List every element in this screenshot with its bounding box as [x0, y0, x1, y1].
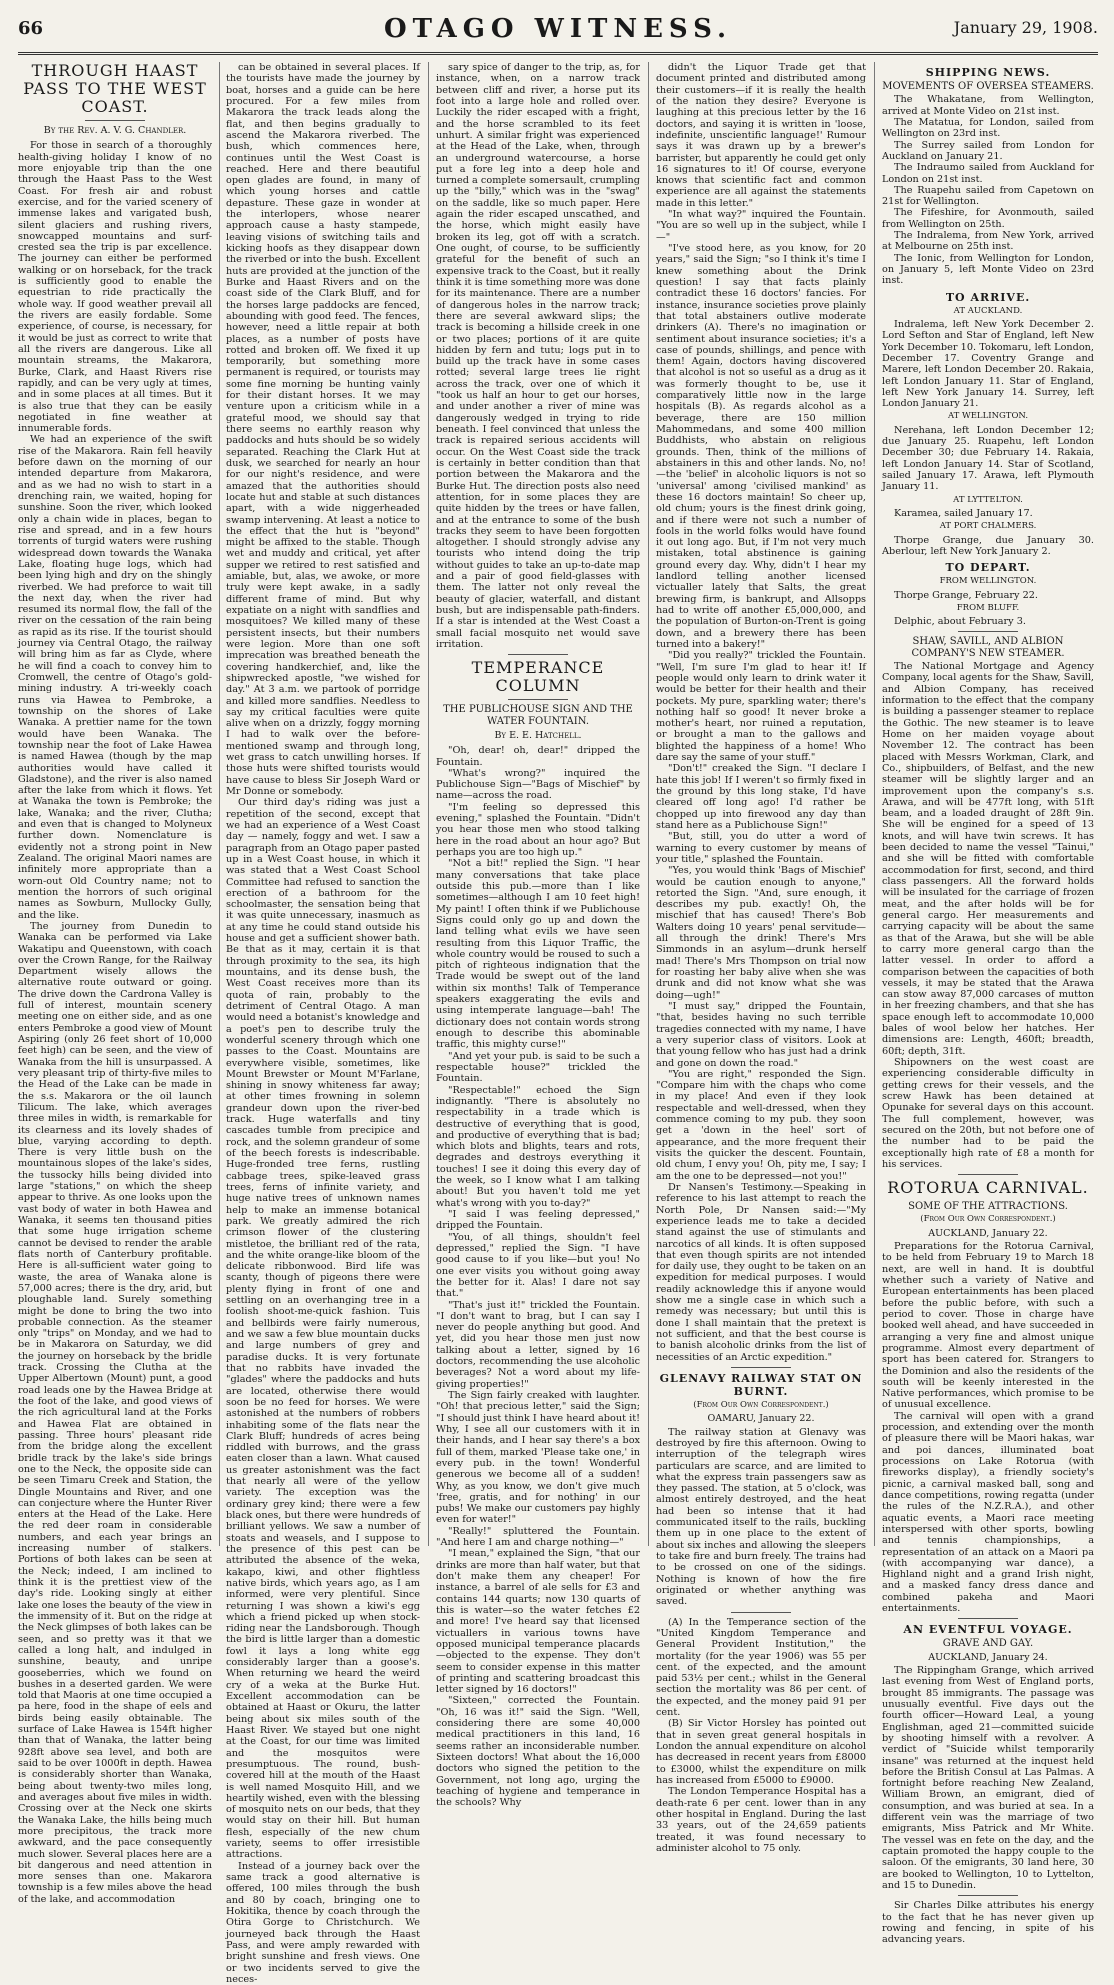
divider	[731, 1612, 791, 1613]
column-1	[18, 61, 212, 1905]
glenavy-headline: GLENAVY RAILWAY STAT ON BURNT.	[659, 1371, 863, 1398]
shipping-item: The Indraumo sailed from Auckland for London on 21st inst.	[882, 162, 1094, 185]
shipping-item: The Surrey sailed from London for Auckland on January 21.	[882, 139, 1094, 162]
divider	[85, 120, 145, 121]
article-paragraph: For those in search of a thoroughly health-giving holiday I know of no more enjoyable trip than the one through the Haast Pass to the West Coast. For fresh air and robust exercise, and for the varied scenery of immense lakes and varigated bush, silent glaciers and rushing rivers, snowcapped mountains and surf-crested sea the trip is par excellence. The journey can either be performed walking or on horseback, for the track is sufficiently good to enable the equestrian to ride practically the whole way. If good weather prevail all the rivers are easily fordable. Some experience, of course, is necessary, for it would be just as correct to write that all the rivers are dangerous. Like all mountain streams, the Makarora, Burke, Clark, and Haast Rivers rise rapidly, and can be very ugly at times, and in some places at all times. But it is also true that they can be easily negotiated in fine weather at innumerable fords.	[18, 140, 212, 435]
article-paragraph: "That's just it!" trickled the Fountain. "I don't want to brag, but I can say I never do people anything but good. And yet, did you hear those men just now talking about a letter, signed by 16 doctors, recommending the use alcoholic beverages? Not a word about my life-giving properties!"	[436, 1299, 640, 1390]
article-paragraph: "What's wrong?" inquired the Publichouse Sign—"Bags of Mischief" by name—across the road.	[436, 767, 640, 802]
article-paragraph: "I'm feeling so depressed this evening," splashed the Fountain. "Didn't you hear those men who stood talking here in the road about an hour ago? But perhaps you are too high up."	[436, 801, 640, 858]
divider	[508, 654, 568, 655]
article-paragraph: Dr Nansen's Testimony.—Speaking in reference to his last attempt to reach the North Pole, Dr Nansen said:—"My experience leads me to take a decided stand against the use of stimulants and narcotics of all kinds. It is often supposed that even though spirits are not intended for daily use, they ought to be taken on an expedition for medical purposes. I would readily acknowledge this if anyone would show me a single case in which such a remedy was necessary; but until this is done I shall maintain that the pretext is not sufficient, and that the best course is to banish alcoholic drinks from the list of necessities of an Arctic expedition."	[656, 1181, 866, 1363]
shipping-item: The Ruapehu sailed from Capetown on 21st for Wellington.	[882, 184, 1094, 208]
masthead	[18, 8, 1098, 48]
to-depart-heading: TO DEPART.	[945, 561, 1031, 575]
shipping-item: The Indralema, from New York, arrived at Melbourne on 25th inst.	[882, 230, 1094, 253]
temperance-byline: By E. E. Hatchell.	[494, 729, 582, 741]
voyage-headline: AN EVENTFUL VOYAGE.	[903, 1623, 1073, 1637]
column-divider	[428, 62, 429, 1546]
shipping-item: Nerehana, left London December 12; due January 25. Ruapehu, left London December 30; due February 14. Rakaia, left London January 14. Star of Scotland, sailed January 17. Arawa, left Plymouth January 11.	[882, 424, 1094, 493]
article-paragraph: sary spice of danger to the trip, as, for instance, when, on a narrow track between cliff and river, a horse put its foot into a large hole and rolled over. Luckily the rider escaped with a fright, and the horse scrambled to its feet unhurt. A similar fright was experienced at the Head of the Lake, when, through an underground watercourse, a horse put a fore leg into a deep hole and turned a complete somersault, crumpling up the "billy," which was in the "swag" on the saddle, like so much paper. Here again the rider escaped unscathed, and the horse, which might easily have broken its leg, got off with a scratch. One ought, of course, to be sufficiently grateful for the benefit of such an expensive track to the Coast, but it really think it is time something more was done for its maintenance. There are a number of dangerous holes in the narrow track; there are several awkward slips; the track is becoming a hillside creek in one or two places; portions of it are quite hidden by fern and tutu; logs put in to build up the track have in some cases rotted; several large trees lie right across the track, over one of which it "took us half an hour to get our horses, and under another a river of mine was dangerously wedged in trying to ride beneath. I feel convinced that unless the track is repaired serious accidents will occur. On the West Coast side the track is certainly in better condition than that portion between the Makarora and the Burke Hut. The direction posts also need attention, for in some places they are quite hidden by the trees or have fallen, and at the entrance to some of the bush tracks they seem to have been forgotten altogether. I should strongly advise any tourists who intend doing the trip without guides to take an up-to-date map and a pair of good field-glasses with them. The latter not only reveal the beauty of glacier, waterfall, and distant bush, but are indispensable path-finders. If a star is intended at the West Coast a small facial mosquito net would save irritation.	[436, 62, 640, 650]
article-paragraph: "And yet your pub. is said to be such a respectable house?" trickled the Fountain.	[436, 1050, 640, 1085]
newspaper-title: OTAGO WITNESS.	[383, 14, 733, 44]
column-3	[436, 62, 640, 1809]
article-paragraph: "But, still, you do utter a word of warning to every customer by means of your title," splashed the Fountain.	[656, 831, 866, 865]
article-paragraph: Sir Charles Dilke attributes his energy to the fact that he has never given up rowing and fencing, in spite of his advancing years.	[882, 1900, 1094, 1946]
article-paragraph: didn't the Liquor Trade get that document printed and distributed among their customers—if it is really the health of the nation they desire? Everyone is laughing at this precious letter by the 16 doctors, and saying it is written in 'loose, indefinite, unscientific language!' Rumour says it was drawn up by a brewer's barrister, but apparently he could get only 16 signatures to it! Of course, everyone knows that scientific fact and common experience are all against the statements made in this letter."	[656, 62, 866, 209]
masthead-rule	[18, 52, 1098, 55]
article-paragraph: can be obtained in several places. If the tourists have made the journey by boat, horses and a guide can be here procured. For a few miles from Makarora the track leads along the flat, and then begins gradually to ascend the Makarora riverbed. The bush, which commences here, continues until the West Coast is reached. Here and there beautiful open glades are found, in many of which young horses and cattle depasture. These gaze in wonder at the interlopers, whose nearer approach cause a hasty stampede, leaving visions of switching tails and kicking hoofs as they disappear down the riverbed or into the bush. Excellent huts are provided at the junction of the Burke and Haast Rivers and on the coast side of the Clark Bluff, and for the horses large paddocks are fenced, abounding with good feed. The fences, however, need a little repair at both places, as a number of posts have rotted and broken off. We fixed it up temporarily, but something more permanent is required, or tourists may some fine morning be hunting vainly for their distant horses. It we may venture upon a criticism while in a grateful mood, we should say that there seems no earthly reason why paddocks and huts should be so widely separated. Reaching the Clark Hut at dusk, we searched for nearly an hour for our night's residence, and were amazed that the authorities should locate hut and stable at such distances apart, with a wide niggerheaded swamp intervening. At least a notice to the effect that the hut is "beyond" might be affixed to the stable. Though wet and muddy and critical, yet after supper we retired to rest satisfied and amiable, but, alas, we awoke, or more truly were kept awake, in a sadly different frame of mind. But why expatiate on a night with sandflies and mosquitoes? We killed many of these persistent insects, but their numbers were legion. More than one soft imprecation was breathed beneath the covering handkerchief, and, like the shipwrecked apostle, "we wished for day." At 3 a.m. we partook of porridge and killed more sandflies. Needless to say my critical faculties were quite alive when on a drizzly, foggy morning I had to walk over the before-mentioned swamp and through long, wet grass to catch unwilling horses. If those huts were shifted tourists would have cause to bless Sir Joseph Ward or Mr Donne or somebody.	[226, 62, 420, 797]
shipping-subheadline: MOVEMENTS OF OVERSEA STEAMERS.	[882, 81, 1094, 92]
article-paragraph: "Did you really?" trickled the Fountain. "Well, I'm sure I'm glad to hear it! If people would only learn to drink water it would be better for their health and their pockets. My pure, sparkling water; there's nothing half so good! It never broke a mother's heart, nor ruined a reputation, or brought a man to the gallows and blighted the happiness of a home! Who dare say the same of your stuff."	[656, 650, 866, 764]
article-paragraph: The journey from Dunedin to Wanaka can be performed via Lake Wakatipu and Queenstown, with coach over the Crown Range, for the Railway Department wisely allows the alternative route outward or going. The drive down the Cardrona Valley is full of interest, mountain scenery meeting one on either side, and as one enters Pembroke a good view of Mount Aspiring (only 26 feet short of 10,000 feet high) can be seen, and the view of Wanaka from the hill is unsurpassed. A very pleasant trip of thirty-five miles to the Head of the Lake can be made in the s.s. Makarora or the oil launch Tilicum. The lake, which averages three miles in width, is remarkable for its clearness and its lovely shades of blue, varying according to depth. There is very little bush on the mountainous slopes of the lake's sides, the tussocky hills being divided into large "stations," on which the sheep appear to thrive. As one looks upon the vast body of water in both Hawea and Wanaka, it seems ten thousand pities that some huge irrigation scheme cannot be devised to render the arable flats north of Canterbury profitable. Here is all-sufficient water going to waste, the area of Wanaka alone is 57,000 acres; there is the dry, arid, but ploughable land. Surely something might be done to bring the two into probable connection. As the steamer only "trips" on Monday, and we had to be in Makarora on Saturday, we did the journey on horseback by the bridle track. Crossing the Clutha at the Upper Albertown (Mount) punt, a good road leads one by the Hawea Bridge at the foot of the lake, and good views of the rich agricultural land at the Forks and Hawea Flat are obtained in passing. Three hours' pleasant ride from the bridge along the excellent bridle track by the lake's side brings one to the Neck, the opposite side can be seen Timaru Creek and Station, the Dingle Mountains and River, and one can conjecture where the Hunter River enters at the Head of the Lake. Here the red deer roam in considerable numbers, and each year brings an increasing number of stalkers. Portions of both lakes can be seen at the Neck; indeed, I am inclined to think it is the prettiest view of the day's ride. Looking singly at either lake one loses the beauty of the view in the immensity of it. But on the ridge at the Neck glimpses of both lakes can be seen, and so pretty was it that we called a long halt, and indulged in sunshine, beauty, and unripe gooseberries, which we found on bushes in a deserted garden. We were told that Maoris at one time occupied a pa here, food in the shape of eels and birds being easily obtainable. The surface of Lake Hawea is 154ft higher than that of Wanaka, the latter being 928ft above sea level, and both are said to be over 1000ft in depth. Hawea is considerably shorter than Wanaka, being about twenty-two miles long, and averages about five miles in width. Crossing over at the Neck one skirts the Wanaka Lake, the hills being much more precipitous, the track more awkward, and the pace consequently much slower. Several places here are a bit dangerous and need attention in more senses than one. Makarora township is a few miles above the head of the lake, and accommodation	[18, 920, 212, 1905]
article-paragraph: We had an experience of the swift rise of the Makarora. Rain fell heavily before dawn on the morning of our intended departure from Makarora, and as we had no wish to start in a drenching rain, we waited, hoping for sunshine. Soon the river, which looked only a chain wide in places, began to rise and spread, and in a few hours torrents of turgid waters were rushing widespread down towards the Wanaka Lake, floating huge logs, which had been lying high and dry on the shingly riverbed. We had preforce to wait till the next day, when the river had resumed its normal flow, the fall of the river on the cessation of the rain being as rapid as its rise. If the tourist should journey via Central Otago, the railway will bring him as far as Clyde, where he will find a coach to convey him to Cromwell, the centre of Otago's gold-mining industry. A tri-weekly coach runs via Hawea to Pembroke, a township on the shores of Lake Wanaka. A prettier name for the town would have been Wanaka. The township near the foot of Lake Hawea is named Hawea (though by the map authorities would have called it Gladstone), and the river is also named after the lake from which it flows. Yet at Wanaka the town is Pembroke; the lake, Wanaka; and the river, Clutha; and even that is changed to Molyneux further down. Nomenclature is evidently not a strong point in New Zealand. The original Maori names are infinitely more appropriate than a worn-out Old Country name; not to mention the horrors of such original names as Sowburn, Mullocky Gully, and the like.	[18, 434, 212, 921]
shipping-item: The Fifeshire, for Avonmouth, sailed from Wellington on 25th.	[882, 207, 1094, 230]
shipping-item: The Matatua, for London, sailed from Wellington on 23rd inst.	[882, 116, 1094, 140]
page-number: 66	[18, 18, 44, 39]
column-divider	[874, 62, 875, 1546]
article-paragraph: "You are right," responded the Sign. "Compare him with the chaps who come in my place! And even if they look respectable and well-dressed, when they commence coming to my pub. they soon get a 'down in the heel' sort of appearance, and the more frequent their visits the quicker the descent. Fountain, old chum, I envy you! Oh, pity me, I say; I am the one to be depressed—not you!"	[656, 1068, 866, 1182]
article-paragraph: Shipowners on the west coast are experiencing considerable difficulty in getting crews for their vessels, and the screw Hawk has been detained at Opunake for several days on this account. The full complement, however, was secured on the 20th, but not before one of the number had to be paid the exceptionally high rate of £8 a month for his services.	[882, 1057, 1094, 1170]
article-paragraph: "I must say," dripped the Fountain, "that, besides having no such terrible tragedies connected with my name, I have a very superior class of visitors. Look at that young fellow who has just had a drink and gone on down the road."	[656, 1000, 866, 1069]
rotorua-headline: ROTORUA CARNIVAL.	[887, 1178, 1089, 1198]
article-paragraph: Preparations for the Rotorua Carnival, to be held from February 19 to March 18 next, are well in hand. It is doubtful whether such a variety of Native and European entertainments has been placed before the public before, with such a period to cover. Those in charge have booked well ahead, and have succeeded in arranging a very fine and almost unique programme. Almost every department of sport has been catered for. Strangers to the Dominion and also the residents of the south will be keenly interested in the Native performances, which promise to be of unusual excellence.	[882, 1241, 1094, 1411]
article-paragraph: The National Mortgage and Agency Company, local agents for the Shaw, Savill, and Albion Company, has received information to the effect that the company is building a passenger steamer to replace the Gothic. The new steamer is to leave Home on her maiden voyage about November 12. The contract has been placed with Messrs Workman, Clark, and Co., shipbuilders, of Belfast, and the new steamer will be slightly larger and an improvement upon the company's s.s. Arawa, and will be 477ft long, with 51ft beam, and a loaded draught of 28ft 9in. She will be engined for a speed of 13 knots, and will have twin screws. It has been decided to name the vessel "Tainui," and she will be fitted with comfortable accommodation for first, second, and third class passengers. All the forward holds will be insulated for the carriage of frozen meat, and the after holds will be for general cargo. Her measurements and carrying capacity will be about the same as that of the Arawa, but she will be able to carry more general cargo than the latter vessel. In order to afford a comparison between the capacities of both vessels, it may be stated that the Arawa can stow away 87,000 carcases of mutton in her freezing chambers, and that she has space enough left to accommodate 10,000 bales of wool below her hatches. Her dimensions are: Length, 460ft; breadth, 60ft; depth, 31ft.	[882, 661, 1094, 1057]
port-heading: AT WELLINGTON.	[947, 411, 1029, 422]
divider	[958, 1174, 1018, 1175]
dateline: AUCKLAND, January 24.	[928, 1651, 1048, 1663]
divider	[958, 1895, 1018, 1896]
article-paragraph: Our third day's riding was just a repetition of the second, except that we had an experience of a West Coast day — namely, foggy and wet. I saw a paragraph from an Otago paper pasted up in a West Coast house, in which it was stated that a West Coast School Committee had refused to sanction the erection of a bathroom for the schoolmaster, the sensation being that it was quite unnecessary, inasmuch as at any time he could stand outside his house and get a sufficient shower bath. Be that as it may, certain it is that through proximity to the sea, its high mountains, and its dense bush, the West Coast receives more than its quota of rain, probably to the detriment of Central Otago. A man would need a botanist's knowledge and a poet's pen to describe truly the wonderful scenery through which one passes to the Coast. Mountains are everywhere visible, sometimes, like Mount Brewster or Mount M'Farlane, shining in snowy whiteness far away; at other times frowning in solemn grandeur down upon the river-bed track. Huge waterfalls and tiny cascades tumble from precipice and rock, and the solemn grandeur of some of the beech forests is indescribable. Huge-fronded tree ferns, rustling cabbage trees, spike-leaved grass trees, ferns of infinite variety, and huge native trees of unknown names help to make an immense botanical park. We greatly admired the rich crimson flower of the clustering mistletoe, the brilliant red of the rata, and the white orange-like bloom of the delicate ribbonwood. Bird life was scanty, though of pigeons there were plenty flying in front of one and settling on an overhanging tree in a foolish shoot-me-quick fashion. Tuis and bellbirds were fairly numerous, and we saw a few blue mountain ducks and large numbers of grey and paradise ducks. It is very fortunate that no rabbits have invaded the "glades" where the paddocks and huts are located, otherwise there would soon be no feed for horses. We were astonished at the numbers of robbers inhabiting some of the flats near the Clark Bluff; hundreds of acres being riddled with burrows, and the grass eaten closer than a lawn. What caused us greater astonishment was the fact that nearly all were of the yellow variety. The exception was the ordinary grey kind; there were a few black ones, but there were hundreds of brilliant yellows. We saw a number of stoats and weasels, and I suppose to the presence of this pest can be attributed the absence of the weka, kakapo, kiwi, and other flightless native birds, which years ago, as I am informed, were very plentiful. Since returning I was shown a kiwi's egg which a friend picked up when stock-riding near the Landsborough. Though the bird is little larger than a domestic fowl it lays a long white egg considerably larger than a goose's. When returning we heard the weird cry of a weka at the Burke Hut. Excellent accommodation can be obtained at Haast or Okuru, the latter being about six miles south of the Haast River. We stayed but one night at the Coast, for our time was limited and the mosquitos were presumptuous. The round, bush-covered hill at the mouth of the Haast is well named Mosquito Hill, and we heartily wished, even with the blessing of mosquito nets on our beds, that they would stay on their hill. But human flesh, especially of the new chum variety, seems to offer irresistible attractions.	[226, 797, 420, 1861]
divider	[731, 1367, 791, 1368]
dateline: AUCKLAND, January 22.	[928, 1227, 1048, 1239]
column-divider	[219, 62, 220, 1546]
article-paragraph: "Oh, dear! oh, dear!" dripped the Fountain.	[436, 745, 640, 768]
article-paragraph: The carnival will open with a grand procession, and extending over the month of pleasure there will be Maori hakas, war and poi dances, illuminated boat processions on Lake Rotorua (with fireworks display), a friendly society's picnic, a carnival masked ball, song and dance competitions, rowing regatta (under the rules of the N.Z.R.A.), and other aquatic events, a Maori race meeting interspersed with other sports, bowling and tennis championships, a representation of an attack on a Maori pa (with accompanying war dance), a Highland night and a grand Irish night, and a masked fancy dress dance and combined pakeha and Maori entertainments.	[882, 1410, 1094, 1615]
divider	[958, 1618, 1018, 1619]
article-paragraph: "You, of all things, shouldn't feel depressed," replied the Sign. "I have good cause to if you like—but you! No one ever visits you without going away the better for it. Alas! I dare not say that."	[436, 1231, 640, 1300]
divider	[958, 631, 1018, 632]
port-heading: FROM WELLINGTON.	[939, 576, 1037, 587]
to-arrive-heading: TO ARRIVE.	[945, 290, 1031, 304]
shipping-item: Thorpe Grange, February 22.	[894, 589, 1039, 601]
article-paragraph: "In what way?" inquired the Fountain. "You are so well up in the subject, while I—"	[656, 209, 866, 243]
shipping-item: Delphic, about February 3.	[894, 616, 1026, 628]
article-paragraph: "Respectable!" echoed the Sign indignantly. "There is absolutely no respectability in a trade which is destructive of everything that is good, and productive of everything that is bad; which blots and blights, tears and rots, degrades and destroys everything it touches! I see it doing this every day of the week, so I know what I am talking about! But you haven't told me yet what's wrong with you to-day?"	[436, 1084, 640, 1209]
article-paragraph: The Rippingham Grange, which arrived last evening from West of England ports, brought 85 immigrants. The passage was unusually eventful. Five days out the fourth officer—Howard Leal, a young Englishman, aged 21—committed suicide by shooting himself with a revolver. A verdict of "Suicide whilst temporarily insane" was returned at the inquest held before the British Consul at Las Palmas. A fortnight before reaching New Zealand, William Brown, an emigrant, died of consumption, and was buried at sea. In a different vein was the marriage of two emigrants, Miss Patrick and Mr White. The vessel was en fete on the day, and the captain promoted the happy couple to the saloon. Of the emigrants, 30 land here, 30 are booked to Wellington, 10 to Lyttelton, and 15 to Dunedin.	[882, 1665, 1094, 1891]
column-divider	[648, 62, 649, 1546]
article-paragraph: "Really!" spluttered the Fountain. "And here I am and charge nothing—"	[436, 1525, 640, 1549]
temperance-headline: TEMPERANCE COLUMN	[471, 658, 605, 696]
shipping-item: Karamea, sailed January 17.	[894, 507, 1033, 519]
article-paragraph: "I mean," explained the Sign, "that our drinks are more than half water, but that don't make them any cheaper! For instance, a barrel of ale sells for £3 and contains 144 quarts; now 130 quarts of this is water—so the water fetches £2 and more! I've heard say that licensed victuallers in various towns have opposed municipal temperance placards—objected to the expense. They don't seem to consider expense in this matter of printing and scattering broadcast this letter signed by 16 doctors!"	[436, 1548, 640, 1696]
article-paragraph: "Not a bit!" replied the Sign. "I hear many conversations that take place outside this pub.—more than I like sometimes—although I am 10 feet high! My paint! I often think if we Publichouse Signs could only go up and down the land telling what evils we have seen resulting from this Liquor Traffic, the whole country would be roused to such a pitch of righteous indignation that the Trade would be swept out of the land within six months! Talk of Temperance speakers exaggerating the evils and using intemperate language—bah! The dictionary does not contain words strong enough to describe this abominable traffic, this mighty curse!"	[436, 858, 640, 1051]
footnote: The London Temperance Hospital has a death-rate 6 per cent. lower than in any other hospital in England. During the last 33 years, out of the 24,659 patients treated, it was found necessary to administer alcohol to 75 only.	[656, 1786, 866, 1854]
rotorua-subheadline: SOME OF THE ATTRACTIONS.	[908, 1201, 1068, 1213]
shaw-headline: SHAW, SAVILL, AND ALBION COMPANY'S NEW STEAMER.	[911, 636, 1065, 659]
footnote: (B) Sir Victor Horsley has pointed out that in seven great general hospitals in London the annual expenditure on alcohol has decreased in recent years from £8000 to £3000, whilst the expenditure on milk has increased from £5000 to £9000.	[656, 1718, 866, 1786]
article-headline: THROUGH HAAST PASS TO THE WEST COAST.	[23, 61, 207, 116]
shipping-item: Thorpe Grange, due January 30. Aberlour, left New York January 2.	[882, 534, 1094, 557]
article-byline: By the Rev. A. V. G. Chandler.	[43, 125, 187, 136]
article-paragraph: "I've stood here, as you know, for 20 years," said the Sign; "so I think it's time I knew something about the Drink question! I say that facts plainly contradict these 16 doctors' fancies. For instance, insurance societies prove plainly that total abstainers outlive moderate drinkers (A). There's no imagination or sentiment about insurance societies; it's a case of pounds, shillings, and pence with them! Again, doctors having discovered that alcohol is not so useful as a drug as it was formerly thought to be, use it comparatively little now in the large hospitals (B). As regards alcohol as a beverage, there are 150 million Mahommedans, and some 400 million Buddhists, who abstain on religious grounds. Then, think of the millions of abstainers in this and other lands. No, no!—the 'belief' in alcoholic liquors is not so 'universal' among 'civilised mankind' as these 16 doctors maintain! So cheer up, old chum; yours is the finest drink going, and if there were not such a number of fools in the world folks would have found it out long ago. But, if I'm not very much mistaken, total abstinence is gaining ground every day. Why, didn't I hear my landlord telling another licensed victualler lately that Salts, the great brewing firm, is bankrupt, and Allsopps had to write off another £5,000,000, and the population of Burton-on-Trent is going down, and a brewery there has been turned into a bakery!"	[656, 243, 866, 650]
article-paragraph: "I said I was feeling depressed," dripped the Fountain.	[436, 1209, 640, 1232]
temperance-subheadline: THE PUBLICHOUSE SIGN AND THE WATER FOUNTAIN.	[443, 704, 633, 727]
port-heading: AT AUCKLAND.	[953, 305, 1023, 316]
issue-date: January 29, 1908.	[953, 18, 1098, 37]
shipping-item: The Whakatane, from Wellington, arrived at Monte Video on 21st inst.	[882, 94, 1094, 117]
article-paragraph: The railway station at Glenavy was destroyed by fire this afternoon. Owing to interruption of the telegraph wires particulars are scarce, and are limited to what the express train passengers saw as they passed. The station, at 5 o'clock, was almost entirely destroyed, and the heat had been so intense that it had communicated itself to the rails, buckling them up in one place to the extent of about six inches and allowing the sleepers to take fire and burn freely. The trains had to be crossed on one of the sidings. Nothing is known of how the fire originated or whether anything was saved.	[656, 1426, 866, 1608]
correspondent-line: (From Our Own Correspondent.)	[693, 1399, 829, 1410]
correspondent-line: (From Our Own Correspondent.)	[920, 1214, 1056, 1225]
shipping-item: Indralema, left New York December 2. Lord Sefton and Star of England, left New York December 10. Tokomaru, left London, December 17. Coventry Grange and Marere, left London December 20. Rakaia, left London January 11. Star of England, left New York January 14. Surrey, left London January 21.	[882, 318, 1094, 410]
port-heading: AT PORT CHALMERS.	[939, 521, 1037, 532]
dateline: OAMARU, January 22.	[707, 1413, 815, 1425]
column-2	[226, 62, 420, 1985]
column-5	[882, 62, 1094, 1946]
article-paragraph: Instead of a journey back over the same track a good alternative is offered, 100 miles through the bush and 80 by coach, bringing one to Hokitika, thence by coach through the Otira Gorge to Christchurch. We journeyed back through the Haast Pass, and were amply rewarded with bright sunshine and fresh views. One or two incidents served to give the neces-	[226, 1860, 420, 1985]
port-heading: AT LYTTELTON.	[953, 494, 1023, 505]
footnote: (A) In the Temperance section of the "United Kingdom Temperance and General Provident Institution," the mortality (for the year 1906) was 55 per cent. of the expected, and the amount paid 53½ per cent.; whilst in the General section the mortality was 86 per cent. of the expected, and the money paid 91 per cent.	[656, 1616, 866, 1719]
shipping-headline: SHIPPING NEWS.	[925, 66, 1051, 79]
voyage-subheadline: GRAVE AND GAY.	[942, 1638, 1034, 1650]
port-heading: FROM BLUFF.	[956, 602, 1020, 613]
article-paragraph: "Sixteen," corrected the Fountain. "Oh, 16 was it!" said the Sign. "Well, considering there are some 40,000 medical practitioners in this land, 16 seems rather an inconsiderable number. Sixteen doctors! What about the 16,000 doctors who signed the petition to the Government, not long ago, urging the teaching of hygiene and temperance in the schools? Why	[436, 1695, 640, 1809]
article-paragraph: "Don't!" creaked the Sign. "I declare I hate this job! If I weren't so firmly fixed in the ground by this long stake, I'd have cleared off long ago! I'd rather be chopped up into firewood any day than stand here as a Publichouse Sign!"	[656, 763, 866, 831]
article-paragraph: "Yes, you would think 'Bags of Mischief' would be caution enough to anyone," retorted the Sign. "And, sure enough, it describes my pub. exactly! Oh, the mischief that has caused! There's Bob Walters doing 10 years' penal servitude—all through the drink! There's Mrs Simmonds in an asylum—drunk herself mad! There's Mrs Thompson on trial now for roasting her baby alive when she was drunk and did not know what she was doing—ugh!"	[656, 865, 866, 1001]
article-paragraph: The Sign fairly creaked with laughter. "Oh! that precious letter," said the Sign; "I should just think I have heard about it! Why, I see all our customers with it in their hands, and I hear say there's a box full of them, marked 'Please take one,' in every pub. in the town! Wonderful generous we become all of a sudden! Why, as you know, we don't give much 'free, gratis, and for nothing' in our pubs! We make our customers pay highly even for water!"	[436, 1390, 640, 1526]
column-4	[656, 62, 866, 1854]
divider	[508, 699, 568, 700]
shipping-item: The Ionic, from Wellington for London, on January 5, left Monte Video on 23rd inst.	[882, 252, 1094, 287]
